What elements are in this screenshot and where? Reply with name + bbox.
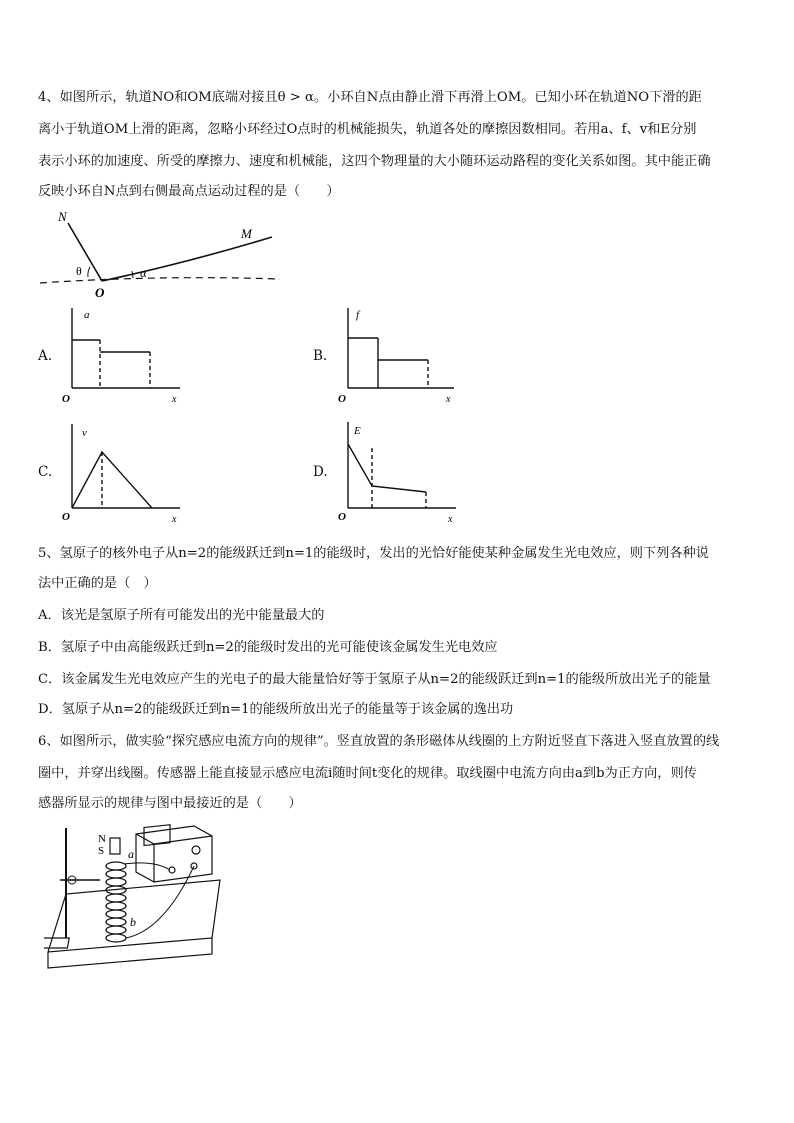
axis-e: E <box>354 425 361 437</box>
q6-line-2: 圈中，并穿出线圈。传感器上能直接显示感应电流i随时间t变化的规律。取线圈中电流方向由a到b为正方向，则传 <box>38 766 697 781</box>
option-d-graph <box>334 418 464 524</box>
q5-line-1: 5、氢原子的核外电子从n=2的能级跃迁到n=1的能级时，发出的光恰好能使某种金属发生光电效应，则下列各种说 <box>38 546 709 561</box>
option-b-label[interactable]: B. <box>313 348 328 364</box>
track-diagram <box>36 205 286 300</box>
axis-f: f <box>356 309 360 321</box>
axis-v: v <box>82 427 87 439</box>
experiment-figure <box>44 820 224 982</box>
bar-magnet <box>110 838 120 854</box>
axis-a: a <box>84 309 90 321</box>
q4-line-2: 离小于轨道OM上滑的距离，忽略小环经过O点时的机械能损失，轨道各处的摩擦因数相同。若用a、f、v和E分别 <box>38 122 697 137</box>
label-n: N <box>98 833 106 845</box>
label-m: M <box>241 226 252 241</box>
label-s: S <box>98 845 105 857</box>
q6-line-1: 6、如图所示，做实验“探究感应电流方向的规律”。竖直放置的条形磁体从线圈的上方附近竖直下落进入竖直放置的线 <box>38 734 720 749</box>
option-c-graph <box>60 420 190 524</box>
option-b-graph <box>334 304 464 404</box>
origin-o: O <box>62 511 70 523</box>
origin-o: O <box>338 393 346 404</box>
coil <box>106 862 126 942</box>
axis-x: x <box>446 394 451 404</box>
q4-line-4: 反映小环自N点到右侧最高点运动过程的是（ ） <box>38 184 340 199</box>
option-a-graph <box>60 304 190 404</box>
axis-x: x <box>172 394 177 404</box>
axis-x: x <box>172 514 177 524</box>
label-o: O <box>95 285 105 300</box>
q4-line-3: 表示小环的加速度、所受的摩擦力、速度和机械能，这四个物理量的大小随环运动路程的变化关系如图。其中能正确 <box>38 154 711 169</box>
track-om <box>102 237 272 281</box>
track-no <box>68 223 102 281</box>
label-n: N <box>58 209 67 224</box>
q5-line-2: 法中正确的是（ ） <box>38 576 157 591</box>
q5-option-a[interactable]: A．该光是氢原子所有可能发出的光中能量最大的 <box>38 608 325 623</box>
origin-o: O <box>62 393 70 404</box>
label-a: a <box>128 847 134 861</box>
label-alpha: α <box>140 266 147 280</box>
q6-line-3: 感器所显示的规律与图中最接近的是（ ） <box>38 796 302 811</box>
option-d-label[interactable]: D. <box>313 464 328 480</box>
q5-option-d[interactable]: D．氢原子从n=2的能级跃迁到n=1的能级所放出光子的能量等于该金属的逸出功 <box>38 702 514 717</box>
q4-line-1: 4、如图所示，轨道NO和OM底端对接且θ > α。小环自N点由静止滑下再滑上OM。已知小环在轨道NO下滑的距 <box>38 90 702 105</box>
horizontal-dashed <box>40 278 280 283</box>
label-b: b <box>130 915 136 929</box>
option-a-label[interactable]: A. <box>38 348 53 364</box>
origin-o: O <box>338 511 346 523</box>
option-c-label[interactable]: C. <box>38 464 53 480</box>
current-sensor <box>136 825 212 882</box>
q5-option-c[interactable]: C．该金属发生光电效应产生的光电子的最大能量恰好等于氢原子从n=2的能级跃迁到n=1的能级所放出光子的能量 <box>38 672 711 687</box>
axis-x: x <box>448 514 453 524</box>
label-theta: θ <box>76 264 82 278</box>
q5-option-b[interactable]: B．氢原子中由高能级跃迁到n=2的能级时发出的光可能使该金属发生光电效应 <box>38 640 498 655</box>
